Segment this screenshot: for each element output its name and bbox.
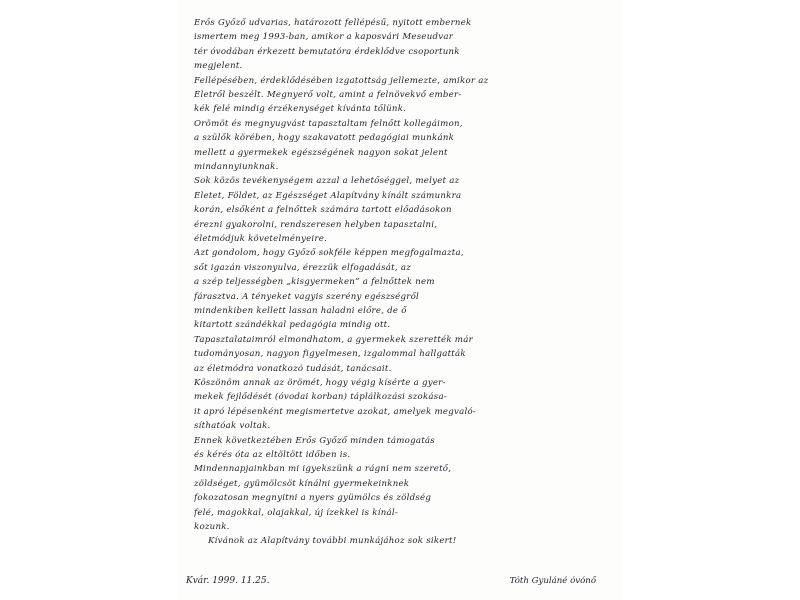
letter-line: és kérés óta az eltöltött időben is. — [194, 450, 351, 460]
letter-line: fárasztva. A tényeket vagyis szerény egészségről — [194, 291, 420, 302]
letter-line: it apró lépésenként megismertetve azokat, amelyek megvaló- — [194, 406, 477, 417]
letter-line: a szülők körében, hogy szakavatott pedagógiai munkánk — [194, 133, 455, 144]
letter-line: Mindennapjainkban mi igyekszünk a rágni nem szerető, — [194, 464, 452, 475]
letter-line: tér óvodában érkezett bemutatóra érdeklődve csoportunk — [194, 46, 460, 57]
letter-line: mekek fejlődését (óvodai korban) táplálkozási szokása- — [194, 392, 447, 403]
letter-line: életmódjuk követelményeire. — [194, 234, 328, 244]
letter-line: Erős Győző udvarias, határozott fellépésű, nyitott embernek — [194, 18, 472, 28]
letter-line: a szép teljességben „kisgyermeken” a felnőttek nem — [194, 277, 435, 288]
letter-line: zöldséget, gyümölcsöt kínálni gyermekeinknek — [194, 478, 410, 489]
letter-line: kék felé mindig érzékenységet kívánta tőlünk. — [194, 104, 407, 115]
letter-line: Köszönöm annak az örömét, hogy végig kísérte a gyer- — [194, 378, 446, 388]
signature-row — [186, 576, 616, 590]
letter-line: tudományosan, nagyon figyelmesen, izgalommal hallgatták — [194, 349, 466, 360]
letter-line: Életet, Földet, az Egészséget Alapítvány kínált számunkra — [194, 190, 462, 201]
letter-line: Örömöt és megnyugvást tapasztaltam felnőtt kollegáimon, — [194, 118, 463, 129]
letter-date: Kvár. 1999. 11.25. — [186, 576, 270, 586]
letter-line: az életmódra vonatkozó tudását, tanácsait. — [194, 363, 392, 374]
letter-line: Tapasztalataimról elmondhatom, a gyermekek szerették már — [194, 334, 473, 345]
letter-line: kozunk. — [194, 522, 230, 532]
letter-line: sőt igazán viszonyulva, érezzük elfogadását, az — [194, 262, 411, 273]
letter-line: Életről beszélt. Megnyerő volt, amint a felnövekvő ember- — [194, 90, 462, 100]
letter-line: fokozatosan megnyitni a nyers gyümölcs és zöldség — [194, 493, 432, 504]
letter-line: Azt gondolom, hogy Győző sokféle képpen megfogalmazta, — [194, 248, 464, 259]
letter-line: Kívánok az Alapítvány további munkájához sok sikert! — [208, 536, 457, 547]
letter-line: Ennek következtében Erős Győző minden támogatás — [194, 435, 435, 446]
letter-line: megjelent. — [194, 61, 243, 72]
letter-line: ismertem meg 1993-ban, amikor a kaposvári Meseudvar — [194, 32, 454, 43]
letter-line: mindenkiben kellett lassan haladni előre, de ő — [194, 306, 407, 316]
letter-line: síthatóak voltak. — [194, 421, 271, 432]
letter-line: korán, elsőként a felnőttek számára tartott előadásokon — [194, 205, 452, 216]
letter-line: Sok közös tevékenységem azzal a lehetőséggel, melyet az — [194, 176, 460, 187]
letter-line: mindannyiunknak. — [194, 162, 279, 172]
letter-line: érezni gyakorolni, rendszeresen helyben tapasztalni, — [194, 219, 438, 230]
scanned-letter-page — [178, 0, 623, 600]
letter-line: kitartott szándékkal pedagógia mindig ott. — [194, 320, 391, 331]
letter-line: Fellépésében, érdeklődésében izgatottság jellemezte, amikor az — [194, 75, 489, 86]
letter-line: felé, magokkal, olajakkal, új ízekkel is kínál- — [194, 507, 399, 518]
letter-line: mellett a gyermekek egészségének nagyon sokat jelent — [194, 147, 448, 158]
letter-signature: Tóth Gyuláné óvónő — [509, 576, 596, 586]
